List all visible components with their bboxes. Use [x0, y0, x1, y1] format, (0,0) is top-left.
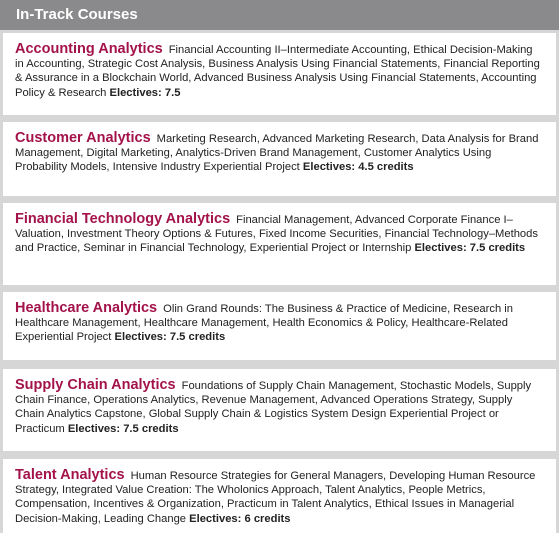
- track-card-fintech: [3, 203, 556, 285]
- track-title: Supply Chain Analytics: [15, 377, 176, 393]
- track-courses: Financial Accounting II–Intermediate Accounting, Ethical Decision-Making in Accounting, Strategic Cost Analysis, Business Analysis Using Financial Statements, Financial Reporting & Assurance in a Blockchain World, Advanced Business Analysis Using Financial Statements, Accounting Policy & Research: [15, 44, 540, 99]
- track-electives: Electives: 7.5: [109, 86, 181, 99]
- track-card-healthcare: [3, 292, 556, 360]
- track-courses: Olin Grand Rounds: The Business & Practice of Medicine, Research in Healthcare Management, Healthcare Management, Health Economics & Policy, Healthcare-Related Experiential Project: [15, 303, 514, 344]
- track-title: Financial Technology Analytics: [15, 211, 231, 227]
- track-card-talent: [3, 459, 556, 533]
- track-courses: Financial Management, Advanced Corporate Finance I–Valuation, Investment Theory Options & Futures, Fixed Income Securities, Financial Technology–Methods and Practice, Seminar in Financial Technology, Experiential Project or Internship: [15, 214, 538, 255]
- track-courses: Foundations of Supply Chain Management, Stochastic Models, Supply Chain Finance, Operations Analytics, Revenue Management, Advanced Operations Strategy, Supply Chain Analytics Capstone, Global Supply Chain & Logistics System Design Experiential Project or Practicum: [15, 380, 532, 435]
- track-title: Accounting Analytics: [15, 41, 163, 57]
- track-courses: Marketing Research, Advanced Marketing Research, Data Analysis for Brand Management, Digital Marketing, Analytics-Driven Brand Management, Customer Analytics Using Probability Models, Intensive Industry Experiential Project: [15, 133, 539, 174]
- track-courses: Human Resource Strategies for General Managers, Developing Human Resource Strategy, Integrated Value Creation: The Wholonics Approach, Talent Analytics, People Metrics, Compensation, Incentives & Organization, Practicum in Talent Analytics, Ethical Issues in Managerial Decision-Making, Leading Change: [15, 470, 536, 525]
- track-electives: Electives: 7.5 credits: [414, 242, 526, 255]
- track-electives: Electives: 7.5 credits: [114, 331, 226, 344]
- track-electives: Electives: 6 credits: [189, 512, 291, 525]
- track-title: Talent Analytics: [15, 467, 125, 483]
- track-title: Healthcare Analytics: [15, 300, 158, 316]
- track-card-supply-chain: [3, 369, 556, 451]
- panel-header: In-Track Courses: [0, 0, 559, 30]
- track-card-accounting: [3, 33, 556, 115]
- track-electives: Electives: 7.5 credits: [67, 422, 179, 435]
- track-card-customer: [3, 122, 556, 196]
- track-title: Customer Analytics: [15, 130, 151, 146]
- track-electives: Electives: 4.5 credits: [302, 161, 414, 174]
